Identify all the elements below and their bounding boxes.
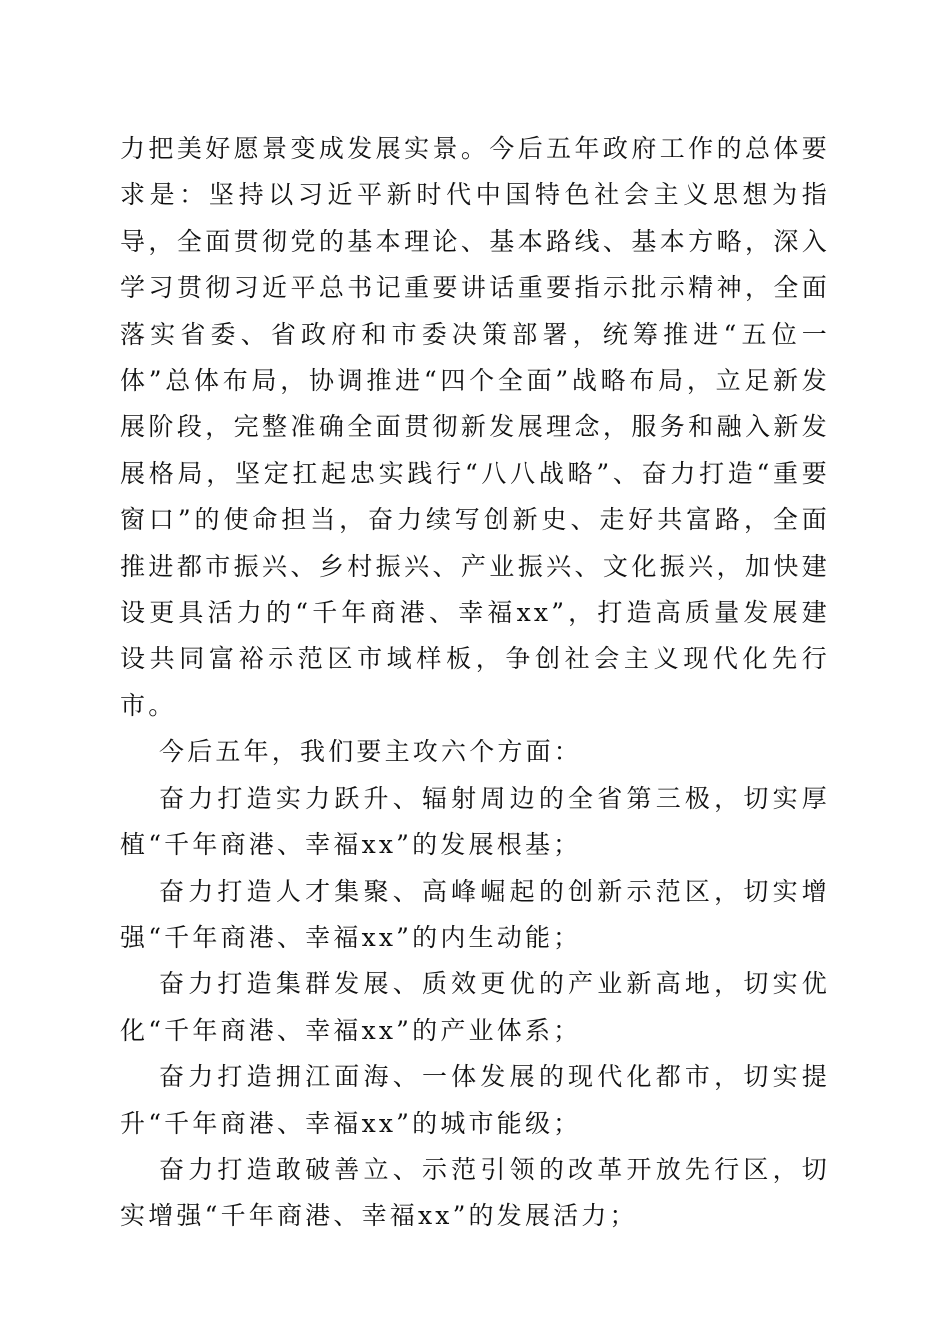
paragraph-aspect-5: 奋力打造敢破善立、示范引领的改革开放先行区，切实增强“千年商港、幸福xx”的发展活力；	[120, 1154, 830, 1231]
paragraph-six-aspects-intro: 今后五年，我们要主攻六个方面：	[159, 737, 583, 767]
paragraph-aspect-4: 奋力打造拥江面海、一体发展的现代化都市，切实提升“千年商港、幸福xx”的城市能级；	[120, 1062, 830, 1138]
paragraph-aspect-2: 奋力打造人才集聚、高峰崛起的创新示范区，切实增强“千年商港、幸福xx”的内生动能；	[120, 876, 830, 952]
paragraph-aspect-1: 奋力打造实力跃升、辐射周边的全省第三极，切实厚植“千年商港、幸福xx”的发展根基；	[120, 783, 830, 860]
paragraph-general-requirements: 力把美好愿景变成发展实景。今后五年政府工作的总体要求是：坚持以习近平新时代中国特色社会主义思想为指导，全面贯彻党的基本理论、基本路线、基本方略，深入学习贯彻习近平总书记重要讲话重要指示批示精神，全面落实省委、省政府和市委决策部署，统筹推进“五位一体”总体布局，协调推进“四个全面”战略布局，立足新发展阶段，完整准确全面贯彻新发展理念，服务和融入新发展格局，坚定扛起忠实践行“八八战略”、奋力打造“重要窗口”的使命担当，奋力续写创新史、走好共富路，全面推进都市振兴、乡村振兴、产业振兴、文化振兴，加快建设更具活力的“千年商港、幸福xx”，打造高质量发展建设共同富裕示范区市域样板，争创社会主义现代化先行市。	[120, 134, 830, 720]
document-body	[120, 126, 830, 1240]
paragraph-aspect-3: 奋力打造集群发展、质效更优的产业新高地，切实优化“千年商港、幸福xx”的产业体系；	[120, 969, 830, 1045]
